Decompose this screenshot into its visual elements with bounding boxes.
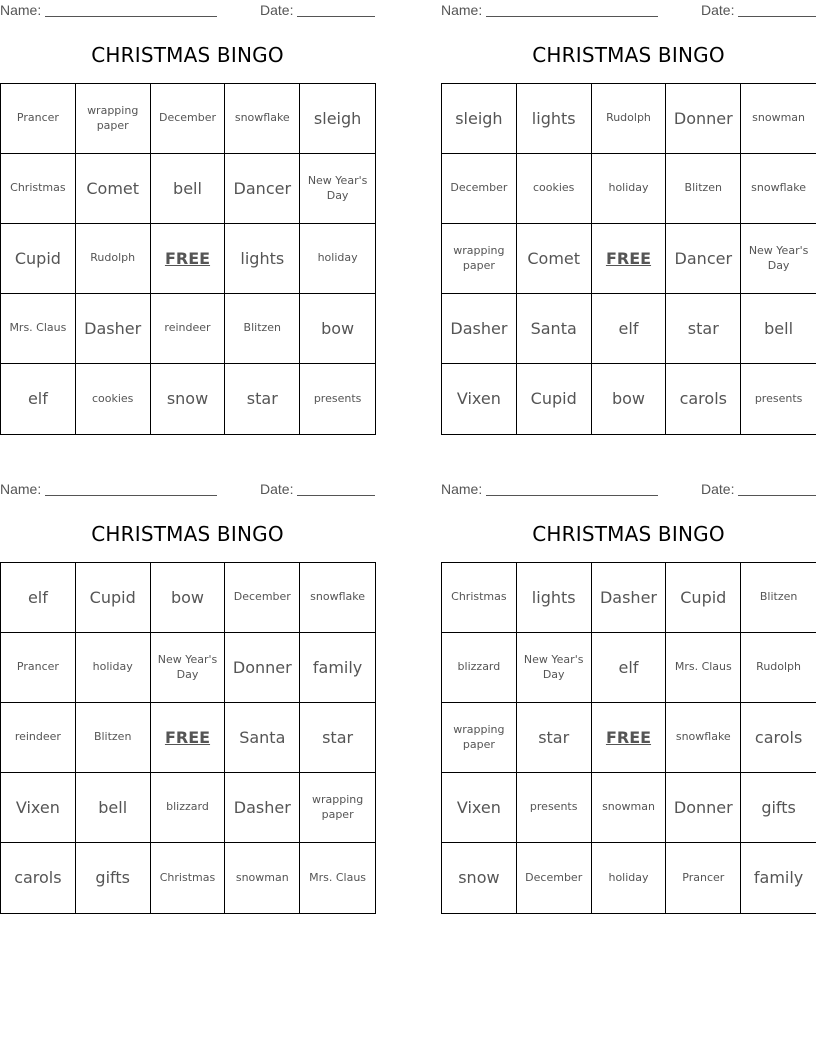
bingo-cell: wrapping paper — [442, 224, 517, 294]
bingo-cell: Blitzen — [225, 294, 300, 364]
date-field-line — [297, 16, 375, 17]
name-field-line — [486, 495, 658, 496]
bingo-cell: sleigh — [442, 84, 517, 154]
bingo-cell: presents — [517, 773, 592, 843]
card-title: CHRISTMAS BINGO — [532, 43, 725, 67]
bingo-cell: holiday — [592, 843, 667, 913]
name-date-row — [441, 0, 816, 20]
bingo-cell: Rudolph — [76, 224, 151, 294]
bingo-cell: Cupid — [76, 563, 151, 633]
bingo-cell: cookies — [76, 364, 151, 434]
bingo-cell: elf — [592, 633, 667, 703]
bingo-cell: presents — [754, 391, 803, 405]
free-space-cell: FREE — [151, 703, 226, 773]
bingo-cell: Vixen — [442, 773, 517, 843]
bingo-cell: Blitzen — [76, 703, 151, 773]
bingo-cell: carols — [666, 364, 741, 434]
bingo-cell: New Year's Day — [300, 154, 375, 224]
bingo-cell: Mrs. Claus — [309, 870, 367, 884]
bingo-cell: December — [225, 563, 300, 633]
card-title: CHRISTMAS BINGO — [532, 522, 725, 546]
bingo-cell: Dancer — [225, 154, 300, 224]
name-field-line — [45, 495, 217, 496]
bingo-cell: reindeer — [1, 703, 76, 773]
bingo-cell: wrapping paper — [442, 703, 517, 773]
bingo-cell: New Year's Day — [517, 633, 592, 703]
name-date-row — [0, 0, 375, 20]
bingo-cell: Christmas — [1, 154, 76, 224]
bingo-cell: Cupid — [1, 224, 76, 294]
bingo-cell: Rudolph — [592, 84, 667, 154]
bingo-cell: family — [753, 868, 804, 888]
name-label: Name: — [441, 481, 483, 497]
bingo-cell: sleigh — [300, 84, 375, 154]
bingo-cell: Comet — [517, 224, 592, 294]
bingo-cell: December — [151, 84, 226, 154]
bingo-cell: family — [300, 633, 375, 703]
bingo-cell: holiday — [592, 154, 667, 224]
bingo-cell: December — [442, 154, 517, 224]
bingo-cell: December — [517, 843, 592, 913]
date-field-line — [738, 495, 816, 496]
bingo-cell: Comet — [76, 154, 151, 224]
bingo-cell: Donner — [666, 84, 741, 154]
bingo-cell: Vixen — [442, 364, 517, 434]
bingo-cell: Prancer — [666, 843, 741, 913]
bingo-cell: reindeer — [151, 294, 226, 364]
date-label: Date: — [260, 481, 294, 497]
bingo-cell: snowflake — [225, 84, 300, 154]
bingo-cell: Vixen — [1, 773, 76, 843]
bingo-cell: bow — [151, 563, 226, 633]
bingo-cell: elf — [1, 364, 76, 434]
bingo-cell: blizzard — [151, 773, 226, 843]
bingo-cell: Dasher — [225, 773, 300, 843]
bingo-cell: carols — [741, 703, 816, 773]
name-field-line — [45, 16, 217, 17]
bingo-cell: cookies — [517, 154, 592, 224]
bingo-cell: snowflake — [666, 703, 741, 773]
bingo-cell: bow — [592, 364, 667, 434]
bingo-cell: New Year's Day — [151, 633, 226, 703]
bingo-cell: Cupid — [666, 563, 741, 633]
bingo-cell: Mrs. Claus — [666, 633, 741, 703]
bingo-cell: lights — [517, 84, 592, 154]
bingo-cell: Blitzen — [666, 154, 741, 224]
bingo-cell: elf — [1, 563, 76, 633]
bingo-cell: elf — [592, 294, 667, 364]
bingo-cell: lights — [517, 563, 592, 633]
date-field-line — [738, 16, 816, 17]
bingo-cell: bell — [151, 154, 226, 224]
bingo-cell: Prancer — [1, 633, 76, 703]
bingo-cell: bow — [300, 294, 375, 364]
name-field-line — [486, 16, 658, 17]
bingo-cell: star — [300, 703, 375, 773]
date-label: Date: — [260, 2, 294, 18]
bingo-cell: Christmas — [151, 843, 226, 913]
bingo-cell: gifts — [76, 843, 151, 913]
bingo-cell: Mrs. Claus — [1, 294, 76, 364]
bingo-cell: Cupid — [517, 364, 592, 434]
bingo-cell: star — [517, 703, 592, 773]
card-title: CHRISTMAS BINGO — [91, 522, 284, 546]
bingo-cell: snow — [151, 364, 226, 434]
card-title: CHRISTMAS BINGO — [91, 43, 284, 67]
bingo-cell: Dasher — [592, 563, 667, 633]
name-label: Name: — [441, 2, 483, 18]
bingo-grid — [0, 562, 376, 914]
name-date-row — [441, 479, 816, 499]
bingo-cell: holiday — [76, 633, 151, 703]
bingo-cell: Dancer — [666, 224, 741, 294]
bingo-cell: Donner — [666, 773, 741, 843]
bingo-cell: Prancer — [1, 84, 76, 154]
bingo-cell: wrapping paper — [300, 773, 375, 843]
bingo-grid — [441, 83, 816, 435]
bingo-cell: holiday — [300, 224, 375, 294]
bingo-cell: bell — [76, 773, 151, 843]
bingo-cell: snow — [442, 843, 517, 913]
free-space-cell: FREE — [592, 224, 667, 294]
date-field-line — [297, 495, 375, 496]
bingo-cell: lights — [225, 224, 300, 294]
bingo-cell: Christmas — [442, 563, 517, 633]
bingo-cell: snowflake — [741, 154, 816, 224]
bingo-cell: Santa — [225, 703, 300, 773]
bingo-cell: star — [666, 294, 741, 364]
bingo-grid — [441, 562, 816, 914]
bingo-cell: star — [225, 364, 300, 434]
bingo-cell: snowman — [741, 84, 816, 154]
bingo-cell: New Year's Day — [741, 224, 816, 294]
bingo-cell: wrapping paper — [76, 84, 151, 154]
name-date-row — [0, 479, 375, 499]
name-label: Name: — [0, 2, 42, 18]
date-label: Date: — [701, 481, 735, 497]
bingo-cell: Santa — [517, 294, 592, 364]
bingo-cell: presents — [313, 391, 362, 405]
free-space-cell: FREE — [151, 224, 226, 294]
bingo-cell: Donner — [225, 633, 300, 703]
bingo-cell: Blitzen — [741, 563, 816, 633]
bingo-cell: snowflake — [300, 563, 375, 633]
bingo-cell: snowman — [225, 843, 300, 913]
bingo-cell: carols — [1, 843, 76, 913]
bingo-cell: gifts — [741, 773, 816, 843]
free-space-cell: FREE — [592, 703, 667, 773]
bingo-cell: snowman — [592, 773, 667, 843]
bingo-cell: blizzard — [442, 633, 517, 703]
bingo-cell: Dasher — [442, 294, 517, 364]
name-label: Name: — [0, 481, 42, 497]
bingo-cell: Dasher — [76, 294, 151, 364]
date-label: Date: — [701, 2, 735, 18]
bingo-grid — [0, 83, 376, 435]
bingo-cell: bell — [741, 294, 816, 364]
bingo-cell: Rudolph — [741, 633, 816, 703]
